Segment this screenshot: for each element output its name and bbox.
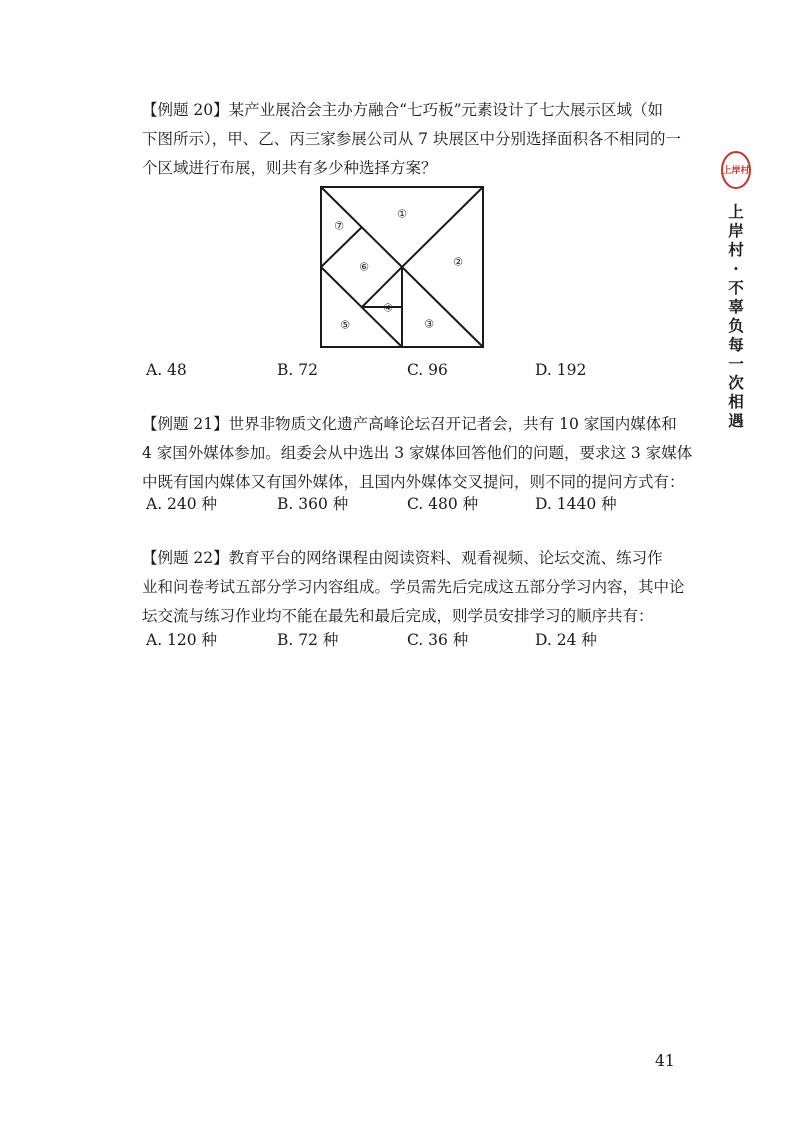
question-21-line: 中既有国内媒体又有国外媒体，且国内外媒体交叉提问，则不同的提问方式有： (142, 473, 685, 491)
option-d: D. 1440 种 (535, 495, 617, 513)
question-20-text (142, 96, 698, 183)
question-22-line: 坛交流与练习作业均不能在最先和最后完成，则学员安排学习的顺序共有： (142, 607, 654, 625)
question-21-line: 【例题 21】世界非物质文化遗产高峰论坛召开记者会，共有 10 家国内媒体和 (142, 415, 677, 433)
option-d: D. 24 种 (535, 631, 597, 649)
tangram-label-1: ① (397, 207, 407, 221)
sidebar (716, 150, 760, 430)
slogan-vertical: 上岸村·不辜负每一次相遇 (728, 202, 744, 430)
option-a: A. 120 种 (146, 631, 218, 649)
option-a: A. 48 (146, 361, 187, 379)
option-b: B. 360 种 (277, 495, 349, 513)
tangram-label-2: ② (453, 255, 463, 269)
tangram-label-5: ⑤ (340, 318, 350, 332)
tangram-label-3: ③ (424, 317, 434, 331)
question-20-line: 个区域进行布展，则共有多少种选择方案？ (142, 159, 437, 177)
seal-text: 上岸村 (722, 166, 750, 176)
question-22-line: 【例题 22】教育平台的网络课程由阅读资料、观看视频、论坛交流、练习作 (142, 549, 663, 567)
question-20-line: 下图所示），甲、乙、丙三家参展公司从 7 块展区中分别选择面积各不相同的一 (142, 130, 681, 148)
page-number: 41 (655, 1052, 675, 1070)
tangram-edge (402, 187, 483, 267)
question-22-line: 业和问卷考试五部分学习内容组成。学员需先后完成这五部分学习内容，其中论 (142, 578, 685, 596)
option-b: B. 72 (277, 361, 318, 379)
tangram-label-6: ⑥ (359, 260, 369, 274)
tangram-figure (320, 186, 484, 348)
seal-logo (720, 150, 752, 190)
question-20-line: 【例题 20】某产业展洽会主办方融合“七巧板”元素设计了七大展示区域（如 (142, 101, 664, 119)
question-22-text (142, 544, 698, 631)
tangram-label-4: ④ (383, 301, 393, 315)
option-c: C. 480 种 (407, 495, 479, 513)
option-c: C. 36 种 (407, 631, 469, 649)
option-c: C. 96 (407, 361, 448, 379)
tangram-edge (321, 227, 362, 267)
option-b: B. 72 种 (277, 631, 339, 649)
option-d: D. 192 (535, 361, 587, 379)
question-21-text (142, 410, 698, 497)
tangram-label-7: ⑦ (334, 219, 344, 233)
tangram-edge (402, 267, 483, 347)
option-a: A. 240 种 (146, 495, 218, 513)
question-21-line: 4 家国外媒体参加。组委会从中选出 3 家媒体回答他们的问题，要求这 3 家媒体 (142, 444, 693, 462)
